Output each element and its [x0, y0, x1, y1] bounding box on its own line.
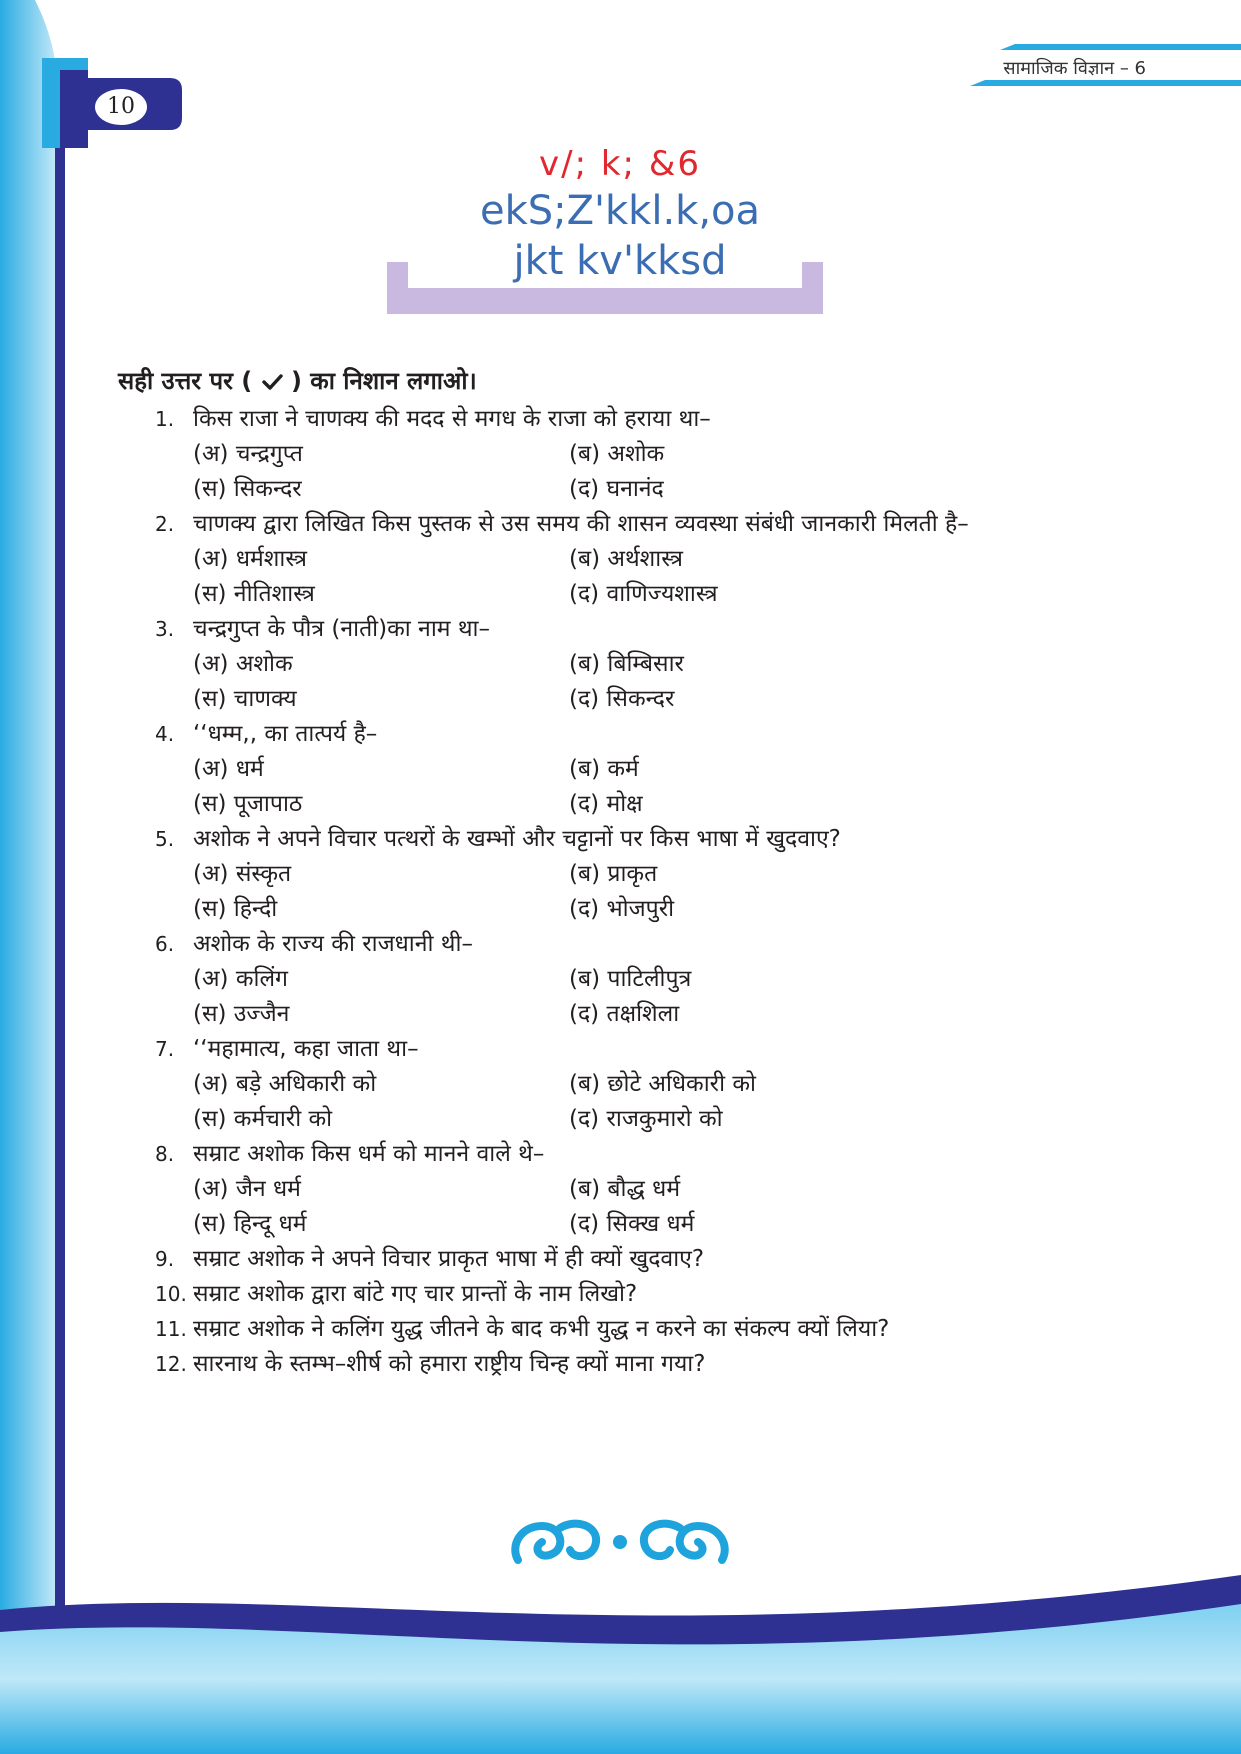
question-text: चन्द्रगुप्त के पौत्र (नाती)का नाम था– — [193, 616, 490, 642]
answer-option[interactable]: (द) तक्षशिला — [569, 1001, 680, 1027]
answer-option[interactable]: (द) वाणिज्यशास्त्र — [569, 581, 718, 607]
question-text: ‘‘महामात्य, कहा जाता था– — [193, 1036, 419, 1062]
answer-option[interactable]: (द) सिकन्दर — [569, 686, 675, 712]
question-text: अशोक के राज्य की राजधानी थी– — [193, 931, 473, 957]
question-text: अशोक ने अपने विचार पत्थरों के खम्भों और चट्टानों पर किस भाषा में खुदवाए? — [193, 826, 841, 852]
check-mark-icon — [261, 373, 283, 391]
answer-option[interactable]: (द) मोक्ष — [569, 791, 643, 817]
answer-option[interactable]: (ब) छोटे अधिकारी को — [569, 1071, 756, 1097]
question-item — [155, 507, 1095, 612]
question-item — [155, 402, 1095, 507]
question-list — [155, 402, 1095, 1382]
answer-options — [193, 542, 1095, 612]
question-number: 12. — [155, 1352, 187, 1376]
question-item — [155, 1032, 1095, 1137]
question-number: 6. — [155, 932, 175, 956]
answer-option[interactable]: (अ) धर्म — [193, 756, 264, 782]
answer-options — [193, 437, 1095, 507]
answer-option[interactable]: (अ) कलिंग — [193, 966, 288, 992]
answer-option[interactable]: (स) उज्जैन — [193, 1001, 290, 1027]
question-number: 1. — [155, 407, 175, 431]
question-number: 11. — [155, 1317, 187, 1341]
answer-option[interactable]: (ब) पाटिलीपुत्र — [569, 966, 692, 992]
chapter-banner — [380, 142, 860, 286]
question-number: 3. — [155, 617, 175, 641]
question-number: 10. — [155, 1282, 187, 1306]
swirl-ornament-icon — [500, 1512, 740, 1568]
question-text: सम्राट अशोक द्वारा बांटे गए चार प्रान्तों के नाम लिखो? — [193, 1281, 638, 1307]
page-number: 10 — [95, 89, 147, 125]
answer-option[interactable]: (स) कर्मचारी को — [193, 1106, 333, 1132]
question-item — [155, 1242, 1095, 1277]
question-text: सम्राट अशोक किस धर्म को मानने वाले थे– — [193, 1141, 545, 1167]
question-item — [155, 1312, 1095, 1347]
question-text: ‘‘धम्म,, का तात्पर्य है– — [193, 721, 378, 747]
question-number: 9. — [155, 1247, 175, 1271]
answer-options — [193, 752, 1095, 822]
answer-option[interactable]: (अ) अशोक — [193, 651, 293, 677]
instruction-heading — [118, 364, 477, 397]
answer-option[interactable]: (ब) बिम्बिसार — [569, 651, 684, 677]
question-item — [155, 612, 1095, 717]
question-item — [155, 717, 1095, 822]
chapter-title-line1: ekS;Z'kkl.k,oa — [479, 188, 761, 234]
answer-option[interactable]: (ब) अर्थशास्त्र — [569, 546, 683, 572]
answer-option[interactable]: (स) हिन्दू धर्म — [193, 1211, 307, 1237]
question-item — [155, 1277, 1095, 1312]
question-number: 8. — [155, 1142, 175, 1166]
question-item — [155, 1347, 1095, 1382]
question-text: किस राजा ने चाणक्य की मदद से मगध के राजा को हराया था– — [193, 406, 711, 432]
answer-option[interactable]: (ब) कर्म — [569, 756, 639, 782]
chapter-title-line2: jkt kv'kksd — [513, 238, 727, 284]
answer-option[interactable]: (अ) बड़े अधिकारी को — [193, 1071, 377, 1097]
answer-option[interactable]: (ब) बौद्ध धर्म — [569, 1176, 681, 1202]
question-number: 2. — [155, 512, 175, 536]
answer-options — [193, 647, 1095, 717]
question-text: सारनाथ के स्तम्भ–शीर्ष को हमारा राष्ट्रीय चिन्ह क्यों माना गया? — [193, 1351, 706, 1377]
answer-option[interactable]: (स) पूजापाठ — [193, 791, 303, 817]
question-text: चाणक्य द्वारा लिखित किस पुस्तक से उस समय की शासन व्यवस्था संबंधी जानकारी मिलती है– — [193, 511, 969, 537]
answer-options — [193, 857, 1095, 927]
answer-option[interactable]: (ब) अशोक — [569, 441, 665, 467]
answer-option[interactable]: (अ) जैन धर्म — [193, 1176, 301, 1202]
answer-option[interactable]: (द) भोजपुरी — [569, 896, 675, 922]
answer-option[interactable]: (अ) संस्कृत — [193, 861, 292, 887]
question-number: 7. — [155, 1037, 175, 1061]
answer-option[interactable]: (स) सिकन्दर — [193, 476, 302, 502]
answer-option[interactable]: (द) घनानंद — [569, 476, 664, 502]
answer-options — [193, 962, 1095, 1032]
answer-option[interactable]: (द) राजकुमारो को — [569, 1106, 723, 1132]
question-text: सम्राट अशोक ने कलिंग युद्ध जीतने के बाद कभी युद्ध न करने का संकल्प क्यों लिया? — [193, 1316, 890, 1342]
answer-option[interactable]: (अ) चन्द्रगुप्त — [193, 441, 303, 467]
answer-option[interactable]: (स) हिन्दी — [193, 896, 278, 922]
answer-option[interactable]: (स) चाणक्य — [193, 686, 297, 712]
answer-options — [193, 1067, 1095, 1137]
question-text: सम्राट अशोक ने अपने विचार प्राकृत भाषा में ही क्यों खुदवाए? — [193, 1246, 705, 1272]
answer-option[interactable]: (स) नीतिशास्त्र — [193, 581, 315, 607]
chapter-number: v/; k; &6 — [539, 144, 701, 184]
answer-option[interactable]: (ब) प्राकृत — [569, 861, 658, 887]
running-header: सामाजिक विज्ञान – 6 — [1003, 58, 1146, 79]
answer-option[interactable]: (द) सिक्ख धर्म — [569, 1211, 695, 1237]
question-item — [155, 1137, 1095, 1242]
instruction-text-after: ) का निशान लगाओ। — [290, 367, 477, 395]
question-number: 5. — [155, 827, 175, 851]
answer-options — [193, 1172, 1095, 1242]
answer-option[interactable]: (अ) धर्मशास्त्र — [193, 546, 307, 572]
question-item — [155, 822, 1095, 927]
question-item — [155, 927, 1095, 1032]
question-number: 4. — [155, 722, 175, 746]
instruction-text-before: सही उत्तर पर ( — [118, 367, 253, 395]
